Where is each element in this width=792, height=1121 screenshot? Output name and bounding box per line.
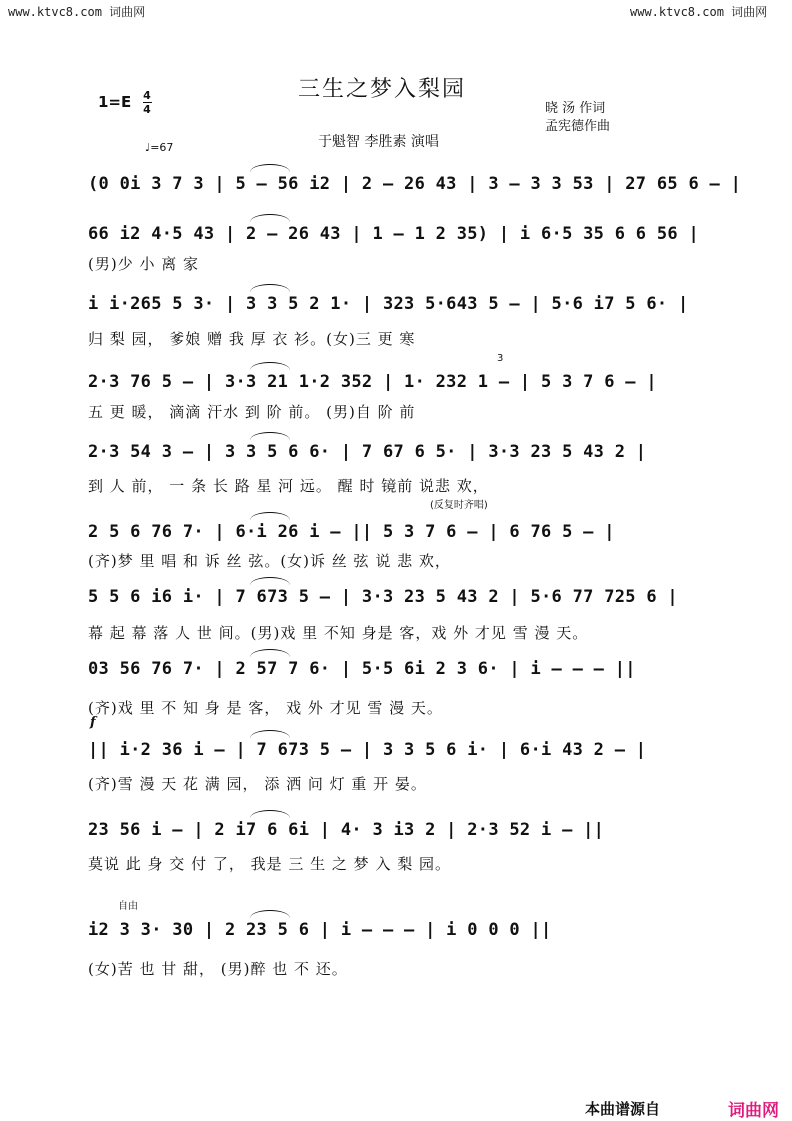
slur-mark: [250, 512, 290, 520]
score-notes-row: i2 3 3· 30 | 2 23 5 6 | i – – – | i 0 0 0 ||: [88, 920, 552, 940]
slur-mark: [250, 910, 290, 918]
key-label: 1=E: [98, 93, 132, 111]
free-tempo-mark: 自由: [118, 901, 138, 912]
score-notes-row: i i·265 5 3· | 3 3 5 2 1· | 323 5·643 5 – | 5·6 i7 5 6· |: [88, 294, 689, 314]
slur-mark: [250, 214, 290, 222]
credits: [545, 100, 610, 136]
score-notes-row: 5 5 6 i6 i· | 7 673 5 – | 3·3 23 5 43 2 | 5·6 77 725 6 |: [88, 587, 678, 607]
score-notes-row: (0 0i 3 7 3 | 5 – 56 i2 | 2 – 26 43 | 3 – 3 3 53 | 27 65 6 – |: [88, 174, 742, 194]
slur-mark: [250, 649, 290, 657]
score-lyrics-row: (齐)梦 里 唱 和 诉 丝 弦。(女)诉 丝 弦 说 悲 欢，: [88, 552, 451, 570]
score-notes-row: 2·3 54 3 – | 3 3 5 6 6· | 7 67 6 5· | 3·3 23 5 43 2 |: [88, 442, 647, 462]
score-lyrics-row: 幕 起 幕 落 人 世 间。(男)戏 里 不知 身是 客，戏 外 才见 雪 漫 天。: [88, 624, 589, 642]
slur-mark: [250, 362, 290, 370]
performers: 于魁智 李胜素 演唱: [318, 134, 439, 150]
score-lyrics-row: 莫说 此 身 交 付 了， 我是 三 生 之 梦 入 梨 园。: [88, 855, 451, 873]
watermark-right: www.ktvc8.com 词曲网: [630, 5, 768, 19]
time-bottom: 4: [143, 103, 151, 116]
repeat-note: (反复时齐唱): [430, 500, 488, 511]
score-lyrics-row: 五 更 暖， 滴滴 汗水 到 阶 前。 (男)自 阶 前: [88, 403, 416, 421]
slur-mark: [250, 432, 290, 440]
dynamic-mark: f: [90, 715, 96, 730]
time-signature: [143, 90, 152, 115]
slur-mark: [250, 810, 290, 818]
footer-source: 本曲谱源自: [585, 1100, 661, 1118]
key-signature: [98, 90, 152, 115]
slur-mark: [250, 577, 290, 585]
score-notes-row: 2 5 6 76 7· | 6·i 26 i – || 5 3 7 6 – | 6 76 5 – |: [88, 522, 615, 542]
score-lyrics-row: (男)少 小 离 家: [88, 255, 200, 273]
slur-mark: [250, 730, 290, 738]
score-notes-row: 2·3 76 5 – | 3·3 21 1·2 352 | 1· 232 1 – | 5 3 7 6 – |: [88, 372, 657, 392]
score-lyrics-row: (女)苦 也 甘 甜， (男)醉 也 不 还。: [88, 960, 348, 978]
triplet-mark: 3: [497, 353, 504, 364]
score-lyrics-row: 到 人 前， 一 条 长 路 星 河 远。 醒 时 镜前 说悲 欢，: [88, 477, 489, 495]
lyricist: 晓 汤 作词: [545, 101, 606, 116]
score-notes-row: || i·2 36 i – | 7 673 5 – | 3 3 5 6 i· | 6·i 43 2 – |: [88, 740, 647, 760]
watermark-left: www.ktvc8.com 词曲网: [8, 5, 146, 19]
song-title: 三生之梦入梨园: [298, 77, 467, 102]
score-notes-row: 03 56 76 7· | 2 57 7 6· | 5·5 6i 2 3 6· | i – – – ||: [88, 659, 636, 679]
score-notes-row: 66 i2 4·5 43 | 2 – 26 43 | 1 – 1 2 35) | i 6·5 35 6 6 56 |: [88, 224, 700, 244]
footer-logo: 词曲网: [728, 1101, 779, 1121]
composer: 孟宪德作曲: [545, 119, 611, 134]
score-lyrics-row: 归 梨 园， 爹娘 赠 我 厚 衣 衫。(女)三 更 寒: [88, 330, 416, 348]
time-top: 4: [143, 89, 151, 102]
score-notes-row: 23 56 i – | 2 i7 6 6i | 4· 3 i3 2 | 2·3 52 i – ||: [88, 820, 605, 840]
tempo-mark: ♩=67: [145, 141, 174, 154]
score-lyrics-row: (齐)雪 漫 天 花 满 园， 添 洒 问 灯 重 开 晏。: [88, 775, 427, 793]
slur-mark: [250, 164, 290, 172]
slur-mark: [250, 284, 290, 292]
score-lyrics-row: (齐)戏 里 不 知 身 是 客， 戏 外 才见 雪 漫 天。: [88, 699, 443, 717]
